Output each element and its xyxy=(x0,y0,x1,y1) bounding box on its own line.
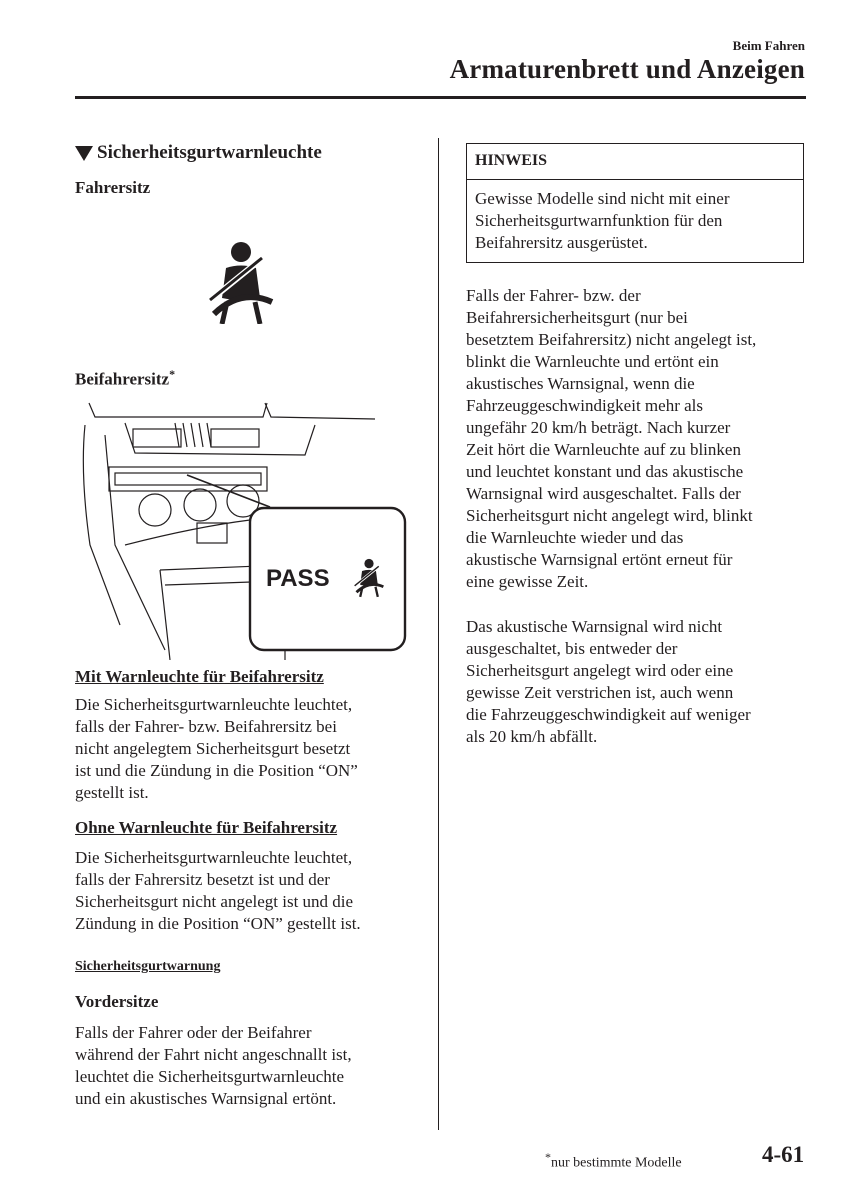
text-line: akustische Warnsignal ertönt erneut für xyxy=(466,550,733,569)
text-line: nicht angelegtem Sicherheitsgurt besetzt xyxy=(75,739,351,758)
text-line: Sicherheitsgurt angelegt wird oder eine xyxy=(466,661,734,680)
mit-warnleuchte-heading: Mit Warnleuchte für Beifahrersitz xyxy=(75,667,324,686)
vordersitze-label: Vordersitze xyxy=(75,992,159,1011)
beifahrersitz-label xyxy=(75,367,175,390)
text-line: Zündung in die Position “ON” gestellt ist. xyxy=(75,914,361,933)
seatbelt-warning-icon xyxy=(200,238,282,324)
text-line: Sicherheitsgurt nicht angelegt wird, blinkt xyxy=(466,506,753,525)
page-number: 4-61 xyxy=(762,1142,805,1167)
text-line: ausgeschaltet, bis entweder der xyxy=(466,639,678,658)
dashboard-illustration xyxy=(75,395,410,660)
fahrersitz-label: Fahrersitz xyxy=(75,178,151,197)
text-line: die Fahrzeuggeschwindigkeit auf weniger xyxy=(466,705,751,724)
text-line: Das akustische Warnsignal wird nicht xyxy=(466,617,723,636)
text-line: akustisches Warnsignal, wenn die xyxy=(466,374,695,393)
column-divider xyxy=(438,138,439,1130)
hinweis-text xyxy=(475,188,800,254)
text-line: und leuchtet konstant und das akustische xyxy=(466,462,744,481)
section-title-text: Sicherheitsgurtwarnleuchte xyxy=(97,142,322,163)
running-section-header: Beim Fahren xyxy=(732,38,805,53)
warnsignal-paragraph-2 xyxy=(466,616,811,748)
pass-indicator-label: PASS xyxy=(266,565,330,592)
ohne-warnleuchte-text xyxy=(75,847,425,935)
text-line: Warnsignal wird ausgeschaltet. Falls der xyxy=(466,484,741,503)
warnsignal-paragraph-1 xyxy=(466,285,811,593)
text-line: ist und die Zündung in die Position “ON” xyxy=(75,761,358,780)
page-title: Armaturenbrett und Anzeigen xyxy=(449,54,805,84)
text-line: Falls der Fahrer- bzw. der xyxy=(466,286,641,305)
text-line: leuchtet die Sicherheitsgurtwarnleuchte xyxy=(75,1067,345,1086)
text-line: Die Sicherheitsgurtwarnleuchte leuchtet, xyxy=(75,695,353,714)
text-line: während der Fahrt nicht angeschnallt ist, xyxy=(75,1045,352,1064)
header-rule xyxy=(75,96,806,99)
text-line: gestellt ist. xyxy=(75,783,149,802)
text-line: die Warnleuchte wieder und das xyxy=(466,528,684,547)
text-line: Fahrzeuggeschwindigkeit mehr als xyxy=(466,396,703,415)
mit-warnleuchte-text xyxy=(75,694,425,804)
text-line: Beifahrersitz ausgerüstet. xyxy=(475,233,648,252)
text-line: falls der Fahrer- bzw. Beifahrersitz bei xyxy=(75,717,337,736)
text-line: Die Sicherheitsgurtwarnleuchte leuchtet, xyxy=(75,848,353,867)
section-triangle-icon xyxy=(75,146,93,161)
text-line: eine gewisse Zeit. xyxy=(466,572,589,591)
ohne-warnleuchte-heading: Ohne Warnleuchte für Beifahrersitz xyxy=(75,818,338,837)
footer-note xyxy=(545,1150,682,1172)
footer-star: * xyxy=(545,1150,551,1164)
text-line: Falls der Fahrer oder der Beifahrer xyxy=(75,1023,312,1042)
sicherheitsgurtwarnung-heading: Sicherheitsgurtwarnung xyxy=(75,959,221,974)
text-line: Sicherheitsgurt nicht angelegt ist und die xyxy=(75,892,354,911)
vordersitze-text xyxy=(75,1022,425,1110)
model-star: * xyxy=(169,367,176,381)
text-line: und ein akustisches Warnsignal ertönt. xyxy=(75,1089,337,1108)
text-line: besetztem Beifahrersitz) nicht angelegt ist, xyxy=(466,330,757,349)
text-line: Zeit hört die Warnleuchte auf zu blinken xyxy=(466,440,741,459)
section-title xyxy=(75,142,322,164)
text-line: ungefähr 20 km/h beträgt. Nach kurzer xyxy=(466,418,731,437)
text-line: Beifahrersicherheitsgurt (nur bei xyxy=(466,308,688,327)
text-line: gewisse Zeit verstrichen ist, auch wenn xyxy=(466,683,734,702)
text-line: blinkt die Warnleuchte und ertönt ein xyxy=(466,352,719,371)
footer-note-text: nur bestimmte Modelle xyxy=(551,1155,682,1171)
text-line: Gewisse Modelle sind nicht mit einer xyxy=(475,189,730,208)
text-line: falls der Fahrersitz besetzt ist und der xyxy=(75,870,330,889)
text-line: als 20 km/h abfällt. xyxy=(466,727,598,746)
beifahrersitz-label-text: Beifahrersitz xyxy=(75,369,170,389)
passenger-seatbelt-icon xyxy=(350,556,388,598)
hinweis-title: HINWEIS xyxy=(467,144,803,180)
hinweis-box xyxy=(466,143,804,263)
text-line: Sicherheitsgurtwarnfunktion für den xyxy=(475,211,723,230)
